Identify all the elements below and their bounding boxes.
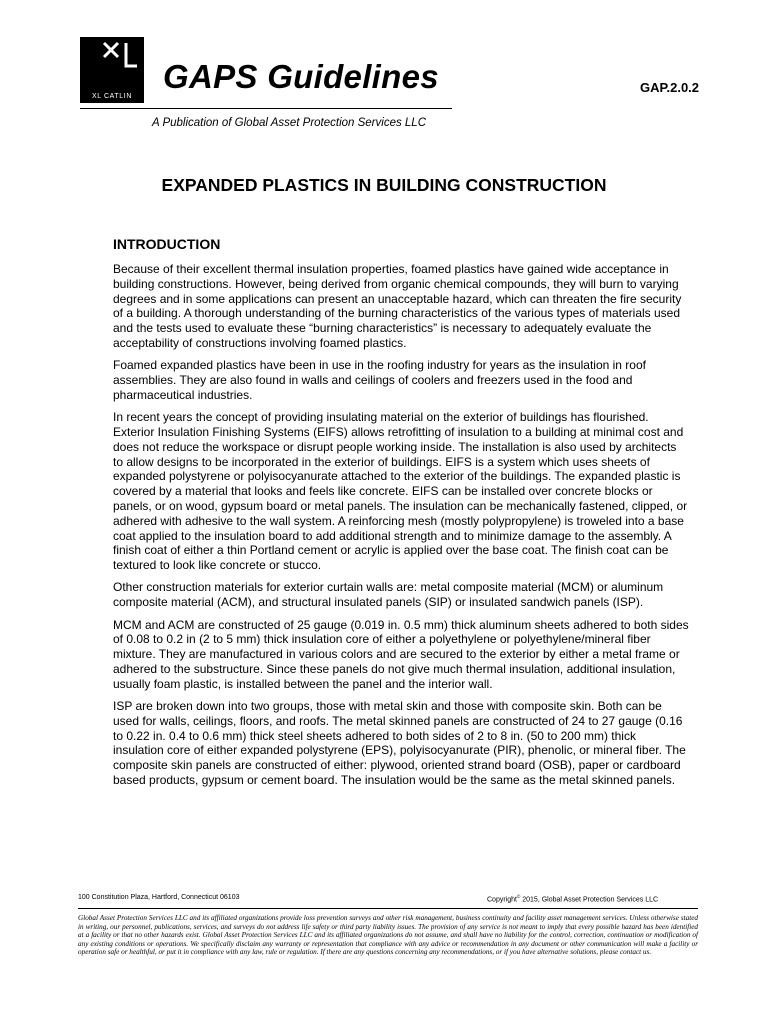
copyright-text: 2015, Global Asset Protection Services LLC xyxy=(520,896,659,904)
paragraph: Because of their excellent thermal insulation properties, foamed plastics have gained wide acceptance in building constructions. However, being derived from organic chemical compounds, they will burn to varying degrees and in some applications can present an unacceptable hazard, which can threaten the fire security of a building. A thorough understanding of the burning characteristics of the various types of materials used and the tests used to evaluate these “burning characteristics” is necessary to adequately evaluate the acceptability of constructions involving foamed plastics. xyxy=(113,262,682,350)
xl-catlin-logo xyxy=(80,37,144,103)
paragraph: MCM and ACM are constructed of 25 gauge (0.019 in. 0.5 mm) thick aluminum sheets adhered to both sides of 0.08 to 0.2 in (2 to 5 mm) thick insulation core of either a polyethylene or polyethylene/mineral fiber mixture. They are manufactured in various colors and are secured to the exterior by either a metal frame or adhered to the substructure. Since these panels do not give much thermal insulation, additional insulation, usually foam plastic, is installed between the panel and the interior wall. xyxy=(113,617,689,691)
footer-copyright xyxy=(487,894,658,903)
xl-logo-mark-icon xyxy=(100,40,140,72)
section-heading-introduction: INTRODUCTION xyxy=(113,236,221,252)
paragraph: ISP are broken down into two groups, those with metal skin and those with composite skin. Both can be used for walls, ceilings, floors, and roofs. The metal skinned panels are constructed of 24 to 27 gauge (0.16 to 0.22 in. 0.4 to 0.6 mm) thick steel sheets adhered to both sides of 2 to 8 in. (50 to 200 mm) thick insulation core of either expanded polystyrene (EPS), polyisocyanurate (PIR), phenolic, or mineral fiber. The composite skin panels are constructed of either: plywood, oriented strand board (OSB), paper or cardboard based products, gypsum or cement board. The insulation would be the same as the metal skinned panels. xyxy=(113,699,686,787)
body-text xyxy=(113,262,689,795)
disclaimer-text: Global Asset Protection Services LLC and its affiliated organizations provide loss prevention surveys and other risk management, business continuity and facility asset management services. Unless otherwise stated in writing, our personnel, publications, services, and surveys do not address life safety or third party liability issues. The provision of any service is not meant to imply that every possible hazard has been identified at a facility or that no other hazards exist. Global Asset Protection Services LLC and its affiliated organizations do not assume, and shall have no liability for the control, correction, continuation or modification of any existing conditions or operations. We specifically disclaim any warranty or representation that compliance with any advice or recommendation in any document or other communication will make a facility or operation safe or healthful, or put it in compliance with any law, rule or regulation. If there are any questions concerning any recommendations, or if you have alternative solutions, please contact us. xyxy=(78,914,698,957)
copyright-symbol: © xyxy=(516,894,521,899)
copyright-label: Copyright xyxy=(487,896,517,904)
paragraph: In recent years the concept of providing insulating material on the exterior of buildings has flourished. Exterior Insulation Finishing Systems (EIFS) allows retrofitting of insulation to a building at minimal cost and does not reduce the workspace or disrupt people working inside. The installation is also used by architects to allow designs to be incorporated in the exterior of buildings. EIFS is a system which uses sheets of expanded polystyrene or polyisocyanurate attached to the exterior of the buildings. The expanded plastic is covered by a material that looks and feels like concrete. EIFS can be installed over concrete blocks or panels, or on wood, gypsum board or metal panels. The insulation can be mechanically fastened, clipped, or adhered with adhesive to the wall system. A reinforcing mesh (mostly polypropylene) is troweled into a base coat applied to the insulation board to add additional strength and to minimize damage to the assembly. A finish coat of either a thin Portland cement or acrylic is applied over the base coat. The finish coat can be textured to look like concrete or stucco. xyxy=(113,410,688,573)
brand-title: GAPS Guidelines xyxy=(163,58,439,95)
footer-divider xyxy=(78,908,698,909)
paragraph: Other construction materials for exterior curtain walls are: metal composite material (MCM) or aluminum composite material (ACM), and structural insulated panels (SIP) or insulated sandwich panels (ISP). xyxy=(113,580,664,610)
header-divider xyxy=(80,108,452,109)
footer-address: 100 Constitution Plaza, Hartford, Connecticut 06103 xyxy=(78,894,240,901)
document-title: EXPANDED PLASTICS IN BUILDING CONSTRUCTION xyxy=(161,175,607,195)
paragraph: Foamed expanded plastics have been in use in the roofing industry for years as the insulation in roof assemblies. They are also found in walls and ceilings of coolers and freezers used in the food and pharmaceutical industries. xyxy=(113,358,646,402)
publication-line: A Publication of Global Asset Protection Services LLC xyxy=(152,117,427,129)
logo-text: XL CATLIN xyxy=(91,93,133,100)
document-code: GAP.2.0.2 xyxy=(640,80,700,95)
